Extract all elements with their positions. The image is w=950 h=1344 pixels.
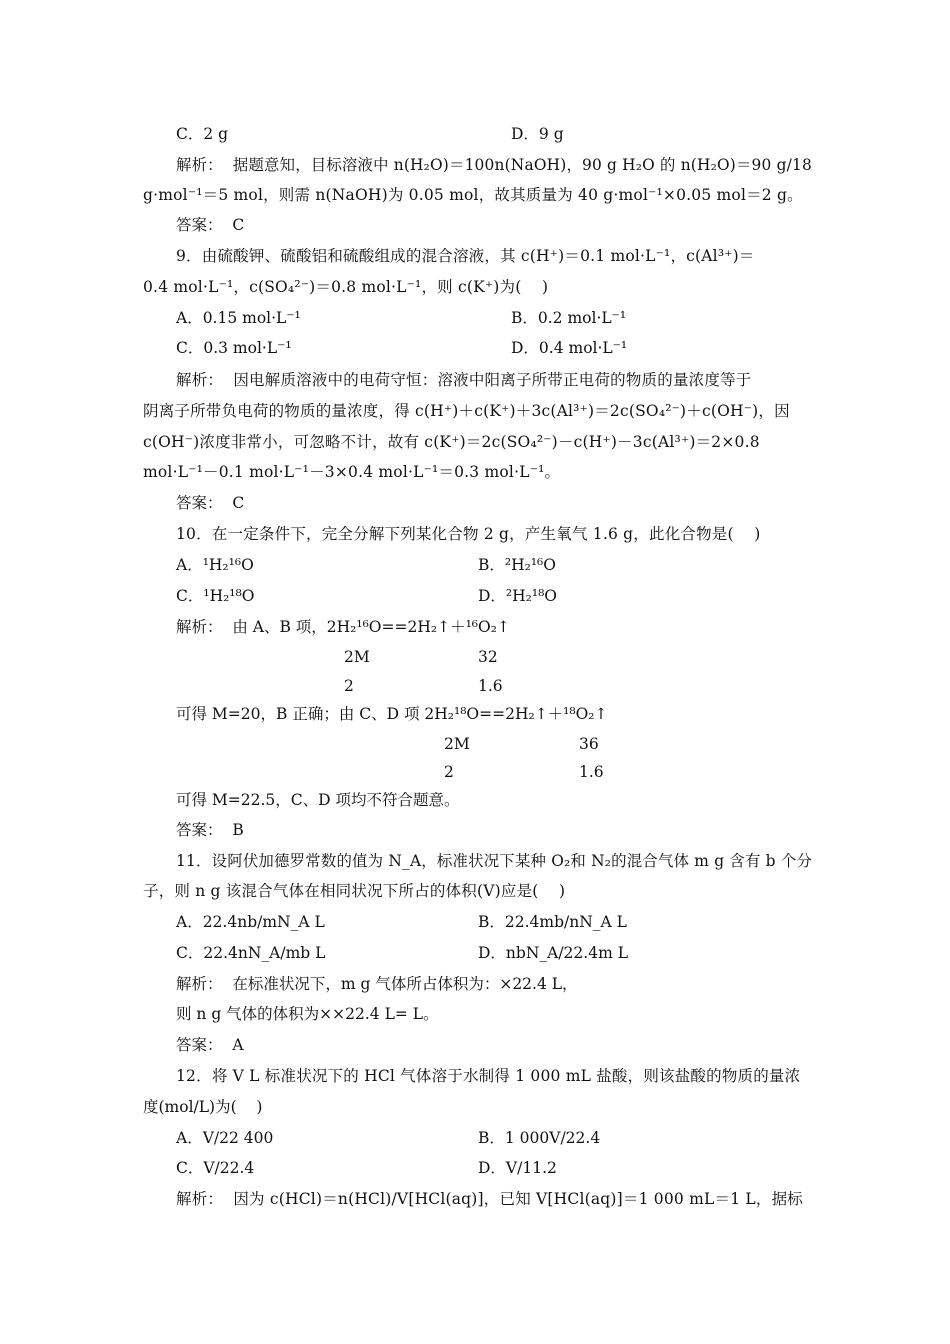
- q9-option-c: C．0.3 mol·L⁻¹: [176, 339, 292, 357]
- question-11-line2: 子，则 n g 该混合气体在相同状况下所占的体积(V)应是( ): [143, 882, 566, 900]
- q11-option-b: B．22.4mb/nN_A L: [478, 913, 627, 931]
- q11-option-a: A．22.4nb/mN_A L: [176, 913, 325, 931]
- q10-eq1-row1-right: 32: [478, 648, 498, 666]
- q10-eq2-row1-right: 36: [579, 735, 599, 753]
- q10-option-b: B．²H₂¹⁶O: [478, 556, 556, 574]
- q12-option-c: C．V/22.4: [176, 1159, 255, 1177]
- q10-answer: 答案： B: [176, 821, 244, 839]
- question-9-line1: 9．由硫酸钾、硫酸铝和硫酸组成的混合溶液，其 c(H⁺)＝0.1 mol·L⁻¹，c(Al³⁺)＝: [176, 247, 755, 265]
- q10-analysis-equation1: 解析： 由 A、B 项，2H₂¹⁶O==2H₂↑＋¹⁶O₂↑: [176, 618, 510, 636]
- q10-eq1-row1-left: 2M: [344, 648, 370, 666]
- q11-option-c: C．22.4nN_A/mb L: [176, 944, 326, 962]
- question-11-line1: 11．设阿伏加德罗常数的值为 N_A，标准状况下某种 O₂和 N₂的混合气体 m g 含有 b 个分: [176, 852, 813, 870]
- q11-option-d: D．nbN_A/22.4m L: [478, 944, 628, 962]
- q9-answer: 答案： C: [176, 494, 245, 512]
- option-c-prev: C．2 g: [176, 125, 229, 143]
- answer-prev: 答案： C: [176, 216, 245, 234]
- q10-conclusion: 可得 M=22.5，C、D 项均不符合题意。: [176, 791, 460, 809]
- q11-analysis-line1: 解析： 在标准状况下，m g 气体所占体积为：×22.4 L，: [176, 975, 578, 993]
- q9-analysis-line3: c(OH⁻)浓度非常小，可忽略不计，故有 c(K⁺)＝2c(SO₄²⁻)－c(H⁺)－3c(Al³⁺)＝2×0.8: [143, 433, 760, 451]
- question-12-line2: 度(mol/L)为( ): [143, 1098, 263, 1116]
- q10-eq2-row2-right: 1.6: [579, 763, 604, 781]
- analysis-prev-line1: 解析： 据题意知，目标溶液中 n(H₂O)＝100n(NaOH)，90 g H₂O 的 n(H₂O)＝90 g/18: [176, 156, 812, 174]
- q12-option-a: A．V/22 400: [176, 1129, 274, 1147]
- q10-eq1-row2-right: 1.6: [478, 677, 503, 695]
- q9-analysis-line4: mol·L⁻¹－0.1 mol·L⁻¹－3×0.4 mol·L⁻¹＝0.3 mol·L⁻¹。: [143, 463, 561, 481]
- q10-analysis-equation2: 可得 M=20，B 正确；由 C、D 项 2H₂¹⁸O==2H₂↑＋¹⁸O₂↑: [176, 705, 608, 723]
- question-10: 10．在一定条件下，完全分解下列某化合物 2 g，产生氧气 1.6 g，此化合物是( ): [176, 525, 761, 543]
- q11-answer: 答案： A: [176, 1036, 244, 1054]
- analysis-prev-line2: g·mol⁻¹＝5 mol，则需 n(NaOH)为 0.05 mol，故其质量为 40 g·mol⁻¹×0.05 mol＝2 g。: [143, 186, 803, 204]
- question-12-line1: 12．将 V L 标准状况下的 HCl 气体溶于水制得 1 000 mL 盐酸，则该盐酸的物质的量浓: [176, 1067, 801, 1085]
- q10-eq1-row2-left: 2: [344, 677, 354, 695]
- q9-analysis-line2: 阴离子所带负电荷的物质的量浓度，得 c(H⁺)＋c(K⁺)＋3c(Al³⁺)＝2c(SO₄²⁻)＋c(OH⁻)，因: [143, 402, 790, 420]
- option-d-prev: D．9 g: [511, 125, 564, 143]
- q9-analysis-line1: 解析： 因电解质溶液中的电荷守恒：溶液中阳离子所带正电荷的物质的量浓度等于: [176, 371, 752, 389]
- q10-option-d: D．²H₂¹⁸O: [478, 587, 558, 605]
- q12-option-d: D．V/11.2: [478, 1159, 557, 1177]
- q10-eq2-row2-left: 2: [444, 763, 454, 781]
- q9-option-b: B．0.2 mol·L⁻¹: [511, 309, 627, 327]
- q12-option-b: B．1 000V/22.4: [478, 1129, 601, 1147]
- q11-analysis-line2: 则 n g 气体的体积为××22.4 L= L。: [176, 1005, 439, 1023]
- q9-option-d: D．0.4 mol·L⁻¹: [511, 339, 628, 357]
- question-9-line2: 0.4 mol·L⁻¹，c(SO₄²⁻)＝0.8 mol·L⁻¹，则 c(K⁺)为( ): [143, 278, 549, 296]
- q10-option-c: C．¹H₂¹⁸O: [176, 587, 255, 605]
- q10-eq2-row1-left: 2M: [444, 735, 470, 753]
- q9-option-a: A．0.15 mol·L⁻¹: [176, 309, 301, 327]
- q10-option-a: A．¹H₂¹⁶O: [176, 556, 254, 574]
- q12-analysis-line1: 解析： 因为 c(HCl)＝n(HCl)/V[HCl(aq)]，已知 V[HCl(aq)]＝1 000 mL＝1 L，据标: [176, 1190, 803, 1208]
